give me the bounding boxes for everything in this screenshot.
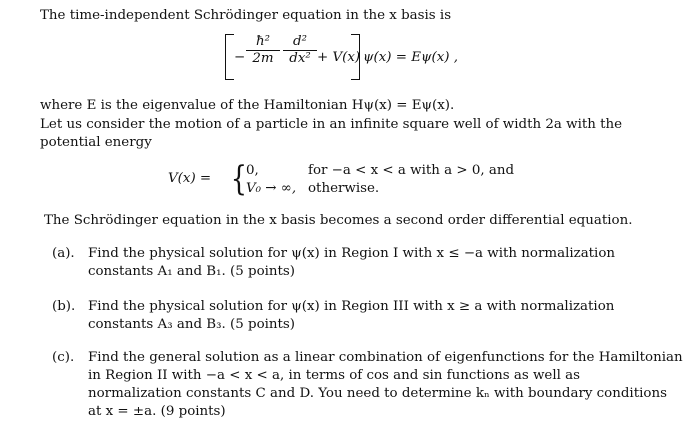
hbar-over-2m: $\frac{\text{ħ²}}{2m}$ [246,34,280,67]
question-b-line-1: Find the physical solution for ψ(x) in Region III with x ≥ a with normalization [88,299,615,314]
schrodinger-equation [225,28,485,88]
item-tag-b: (b). [52,299,76,314]
right-bracket [351,34,360,80]
case1-value: 0, [246,163,259,178]
where-line: where E is the eigenvalue of the Hamiltonian Hψ(x) = Eψ(x). [40,98,455,113]
case2-value: V₀ → ∞, [246,181,297,196]
case-brace: { [230,159,247,199]
second-order-line: The Schrödinger equation in the x basis becomes a second order differential equation. [44,213,633,228]
consider-line-1: Let us consider the motion of a particle in an infinite square well of width 2a with the [40,117,623,132]
consider-line-2: potential energy [40,135,152,150]
case1-condition: for −a < x < a with a > 0, and [308,163,515,178]
question-c-line-1: Find the general solution as a linear combination of eigenfunctions for the Hamiltonian [88,350,683,365]
case2-condition: otherwise. [308,181,380,196]
minus-sign: − [234,50,246,65]
item-tag-c: (c). [52,350,75,365]
question-c-line-3: normalization constants C and D. You need to determine kₙ with boundary conditions [88,386,667,401]
potential-term: + V(x) [317,50,361,65]
potential-equation [168,160,548,200]
equation-rhs: ψ(x) = Eψ(x) , [363,50,459,65]
question-c-line-4: at x = ±a. (9 points) [88,404,226,419]
question-c-line-2: in Region II with −a < x < a, in terms of cos and sin functions as well as [88,368,581,383]
question-b-line-2: constants A₃ and B₃. (5 points) [88,317,296,332]
left-bracket [225,34,234,80]
question-a-line-1: Find the physical solution for ψ(x) in Region I with x ≤ −a with normalization [88,246,616,261]
potential-lhs: V(x) = [168,171,212,186]
item-tag-a: (a). [52,246,75,261]
intro-line: The time-independent Schrödinger equation in the x basis is [40,8,452,23]
second-derivative: $\frac{\text{d²}}{\text{dx²}}$ [283,34,317,67]
question-a-line-2: constants A₁ and B₁. (5 points) [88,264,296,279]
